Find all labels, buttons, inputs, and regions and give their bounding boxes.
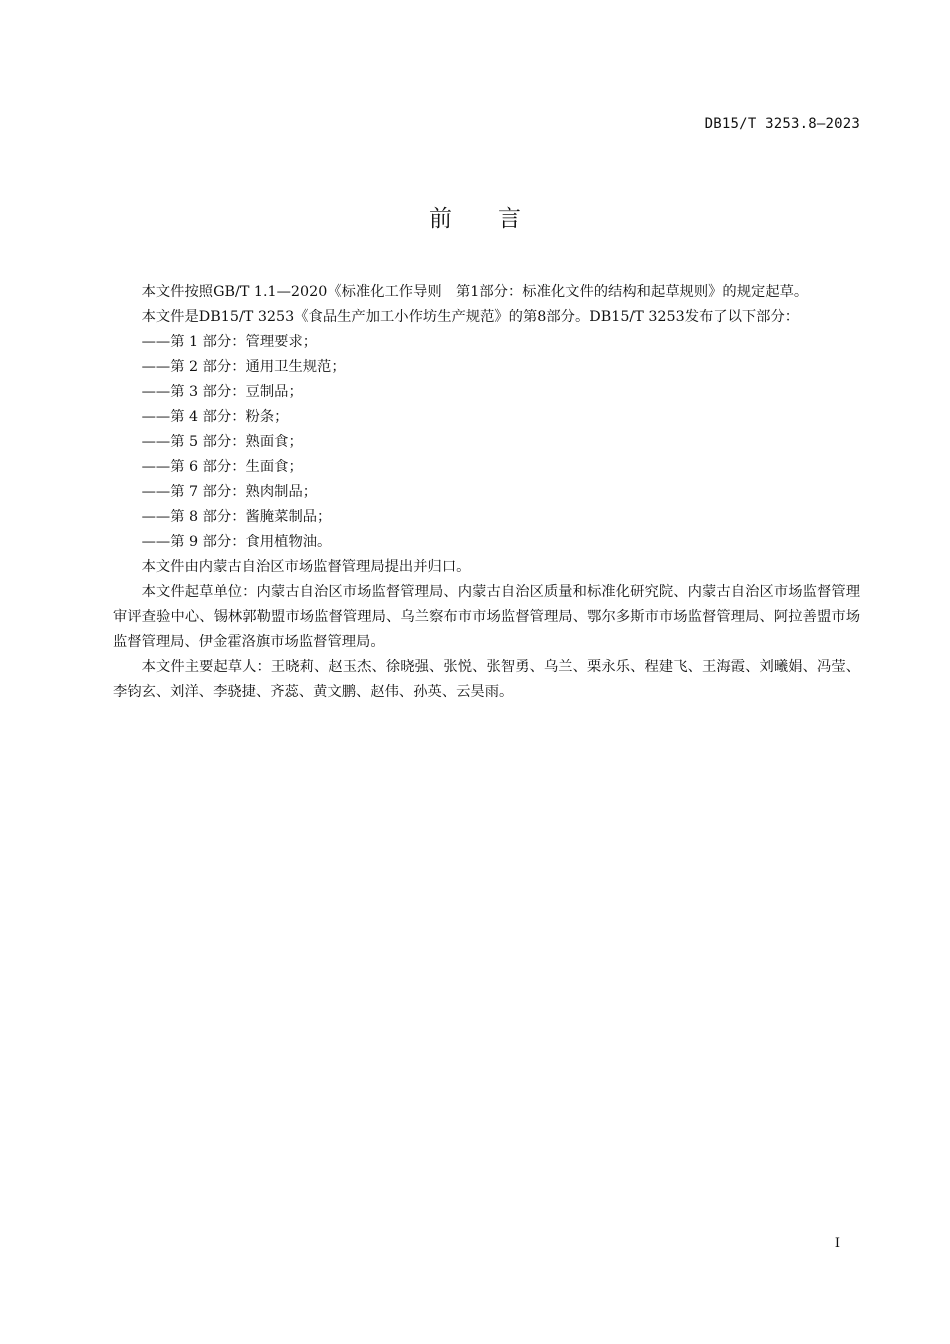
paragraph-series-intro: 本文件是DB15/T 3253《食品生产加工小作坊生产规范》的第8部分。DB15/T 3253发布了以下部分： [141, 309, 800, 325]
document-code: DB15/T 3253.8—2023 [704, 116, 860, 132]
paragraph-proposer: 本文件由内蒙古自治区市场监督管理局提出并归口。 [141, 559, 471, 575]
list-item-part-5: ——第 5 部分：熟面食； [141, 434, 303, 450]
foreword-body [113, 280, 860, 705]
list-item-part-1: ——第 1 部分：管理要求； [141, 334, 318, 350]
list-item-part-7: ——第 7 部分：熟肉制品； [141, 484, 318, 500]
list-item-part-9: ——第 9 部分：食用植物油。 [141, 534, 332, 550]
list-item-part-6: ——第 6 部分：生面食； [141, 459, 303, 475]
paragraph-drafters: 本文件主要起草人：王晓莉、赵玉杰、徐晓强、张悦、张智勇、乌兰、栗永乐、程建飞、王海霞、刘曦娟、冯莹、李钧玄、刘洋、李骁捷、齐蕊、黄文鹏、赵伟、孙英、云昊雨。 [113, 659, 860, 700]
page-title: 前言 [429, 206, 567, 232]
paragraph-drafting-units: 本文件起草单位：内蒙古自治区市场监督管理局、内蒙古自治区质量和标准化研究院、内蒙古自治区市场监督管理审评查验中心、锡林郭勒盟市场监督管理局、乌兰察布市市场监督管理局、鄂尔多斯市市场监督管理局、阿拉善盟市场监督管理局、伊金霍洛旗市场监督管理局。 [113, 584, 860, 650]
paragraph-drafting-rules: 本文件按照GB/T 1.1—2020《标准化工作导则 第1部分：标准化文件的结构和起草规则》的规定起草。 [141, 284, 809, 300]
list-item-part-2: ——第 2 部分：通用卫生规范； [141, 359, 346, 375]
page-number: I [834, 1236, 840, 1251]
list-item-part-3: ——第 3 部分：豆制品； [141, 384, 303, 400]
list-item-part-8: ——第 8 部分：酱腌菜制品； [141, 509, 332, 525]
list-item-part-4: ——第 4 部分：粉条； [141, 409, 289, 425]
